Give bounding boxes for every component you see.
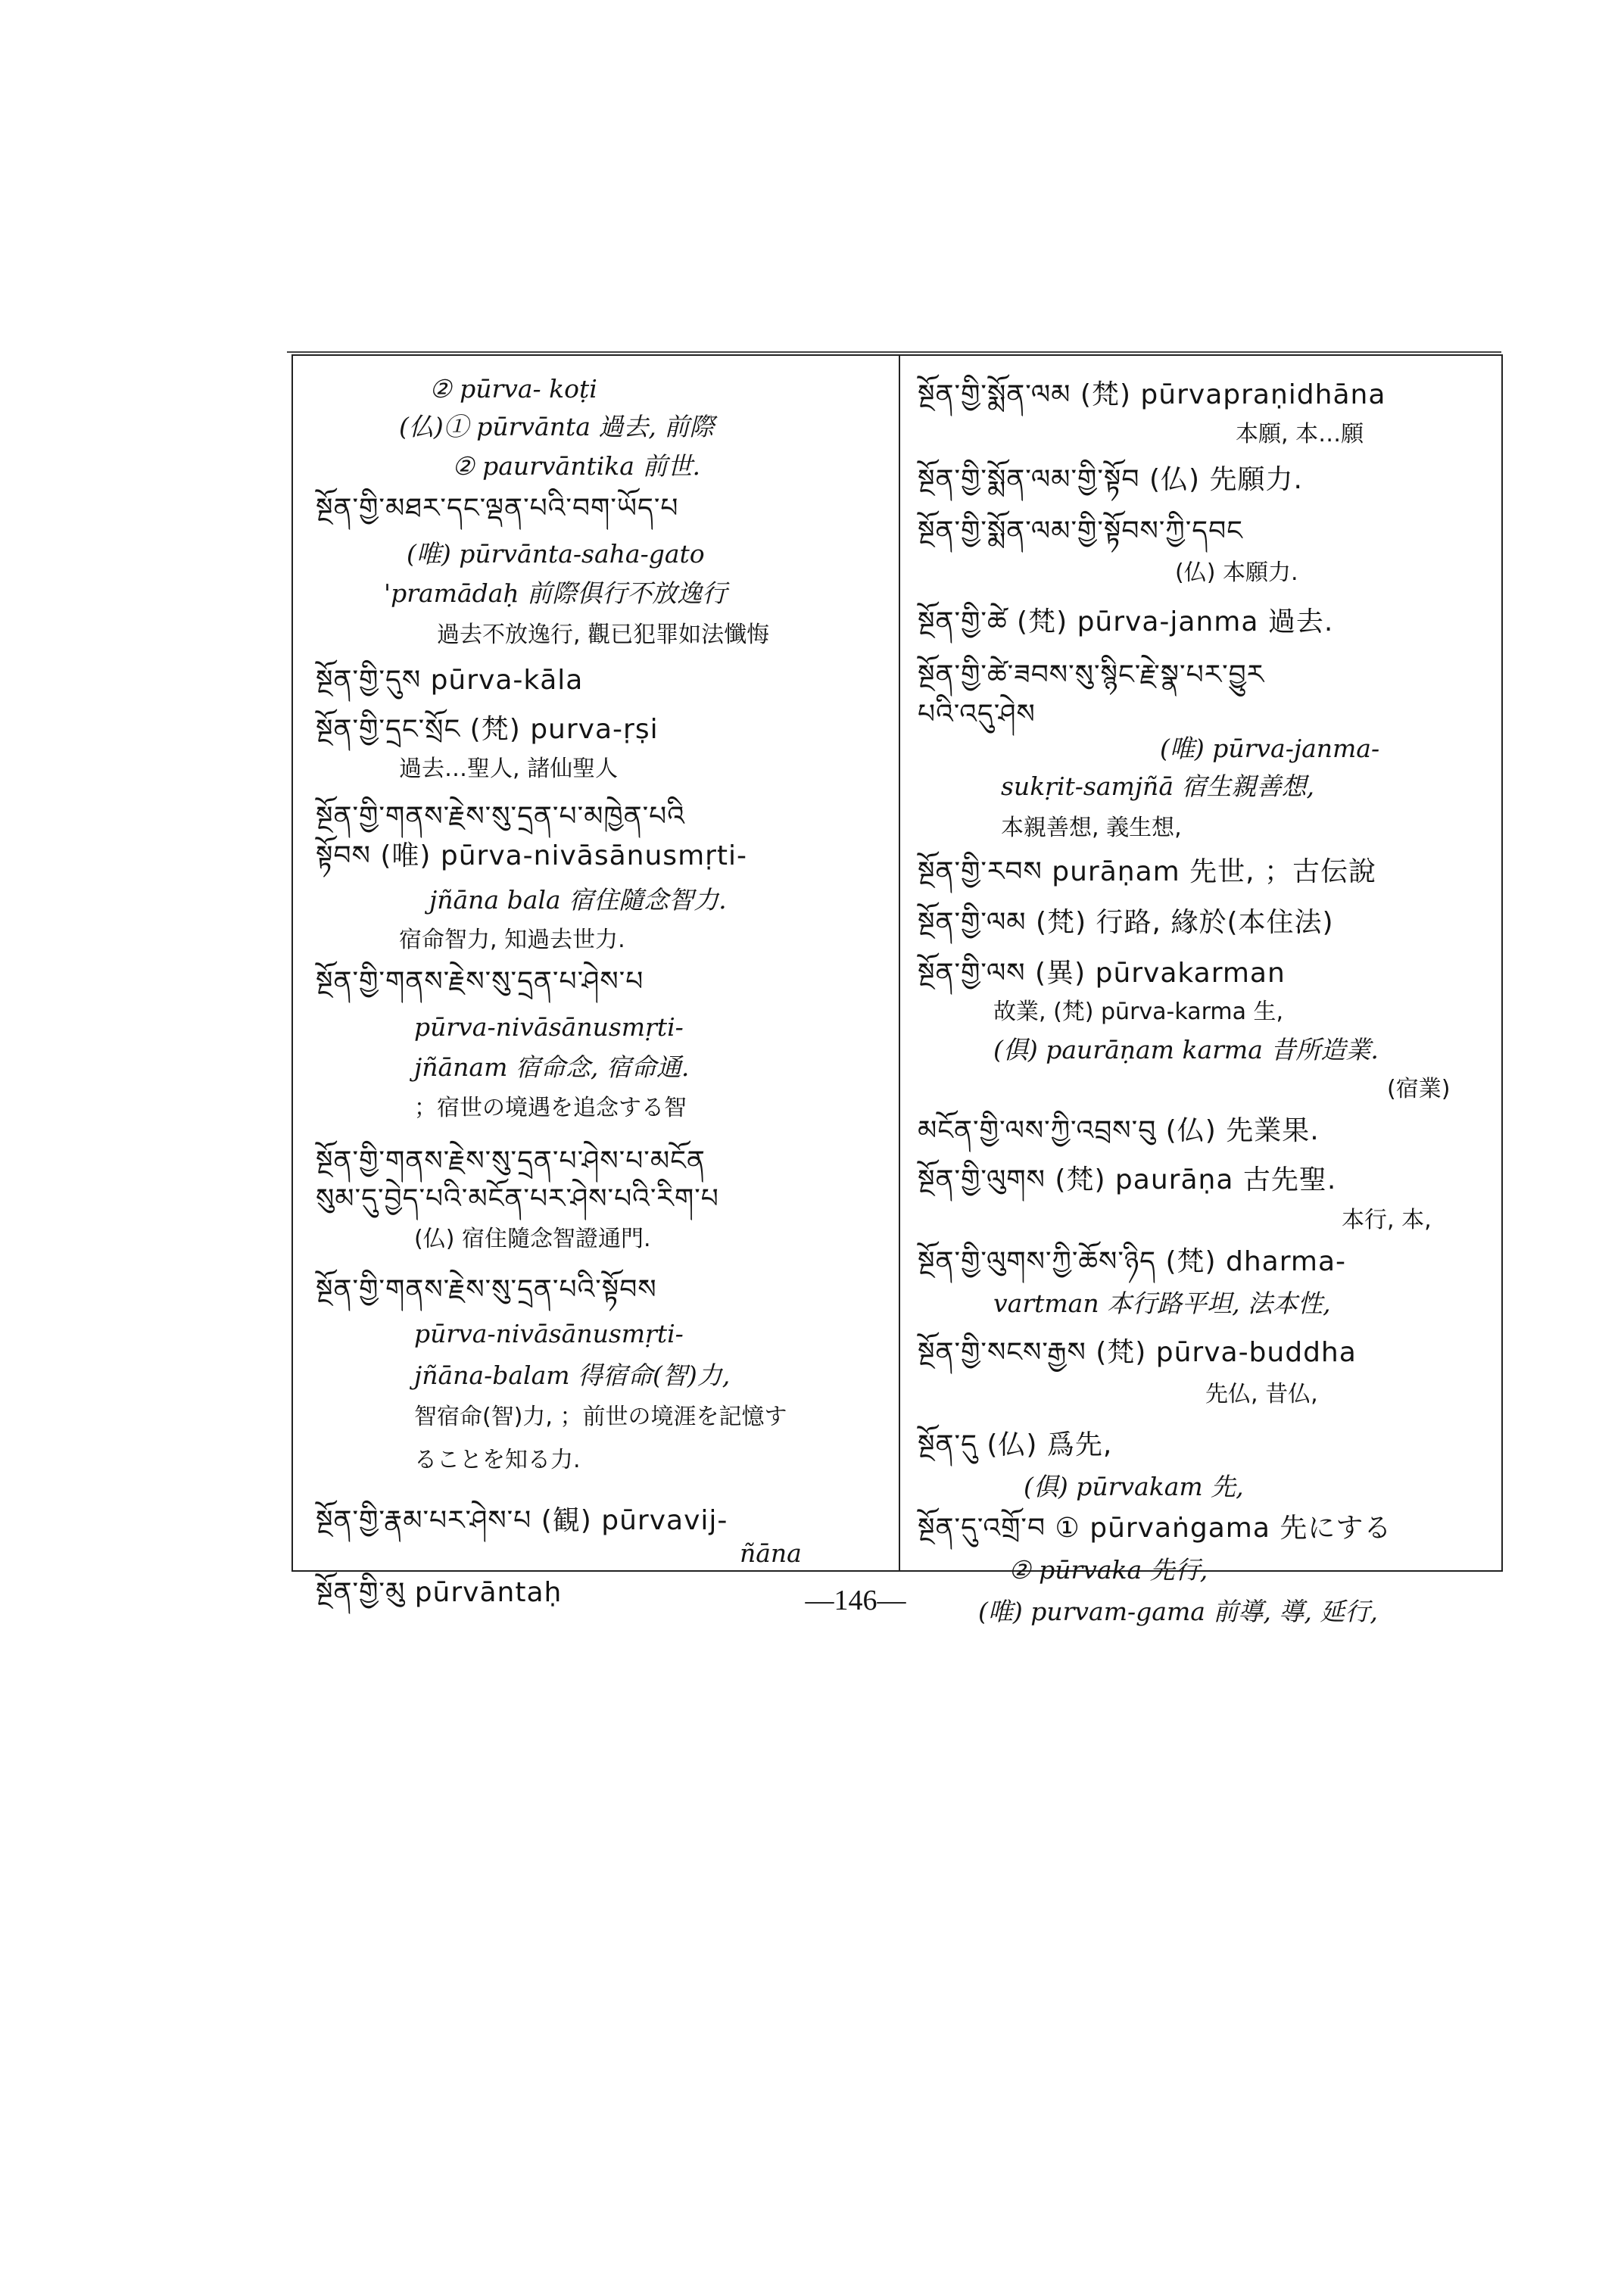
left-entry-line: jñānam 宿命念, 宿命通. <box>414 1052 690 1082</box>
right-entry-line: སྔོན་གྱི་སྨོན་ལམ (梵) pūrvapraṇidhāna <box>918 379 1386 410</box>
left-entry-line: pūrva-nivāsānusmṛti- <box>414 1319 684 1348</box>
left-entry-line: 過去不放逸行, 觀已犯罪如法懺悔 <box>437 622 770 648</box>
left-entry-line: 宿命智力, 知過去世力. <box>399 927 625 953</box>
right-entry-line: པའི་འདུ་ཤེས <box>918 699 1036 730</box>
right-entry-line: ② pūrvaka 先行, <box>1008 1555 1208 1585</box>
right-entry-line: (俱) paurāṇam karma 昔所造業. <box>993 1035 1379 1064</box>
right-entry-line: (宿業) <box>1387 1076 1451 1102</box>
left-entry-line: 過去…聖人, 諸仙聖人 <box>399 756 619 782</box>
right-entry-line: སྔོན་དུ་འགྲོ་བ ① pūrvaṅgama 先にする <box>918 1513 1392 1544</box>
left-entry-line: སྔོན་གྱི་དུས pūrva-kāla <box>316 665 584 696</box>
right-entry-line: སྔོན་གྱི་རབས purāṇam 先世, ；古伝說 <box>918 856 1377 887</box>
right-entry-line: (俱) pūrvakam 先, <box>1024 1472 1244 1501</box>
right-entry-line: 本願, 本…願 <box>1236 421 1364 447</box>
left-entry-line: jñāna bala 宿住隨念智力. <box>429 885 727 915</box>
right-entry-line: (唯) purvam-gama 前導, 導, 延行, <box>978 1597 1378 1626</box>
right-entry-line: སྔོན་གྱི་ཚེ (梵) pūrva-janma 過去. <box>918 606 1334 637</box>
right-entry-line: སྔོན་དུ (仏) 爲先, <box>918 1429 1113 1460</box>
left-entry-line: ñāna <box>740 1538 802 1568</box>
left-entry-line: ② paurvāntika 前世. <box>452 451 700 481</box>
left-entry-line: སྟོབས (唯) pūrva-nivāsānusmṛti- <box>316 840 748 871</box>
right-entry-line: 故業, (梵) pūrva-karma 生, <box>993 999 1284 1025</box>
right-entry-line: མངོན་གྱི་ལས་ཀྱི་འབྲས་བུ (仏) 先業果. <box>918 1115 1320 1146</box>
left-entry-line: སྔོན་གྱི་དྲང་སྲོང (梵) purva-ṛṣi <box>316 714 659 745</box>
left-entry-line: སྔོན་གྱི་རྣམ་པར་ཤེས་པ (観) pūrvavij- <box>316 1505 728 1536</box>
left-entry-line: སྔོན་གྱི་གནས་རྗེས་སུ་དྲན་པའི་སྟོབས <box>316 1274 657 1305</box>
left-entry-line: སུམ་དུ་བྱེད་པའི་མངོན་པར་ཤེས་པའི་རིག་པ <box>316 1183 719 1214</box>
left-entry-line: སྔོན་གྱི་གནས་རྗེས་སུ་དྲན་པ་ཤེས་པ་མངོན <box>316 1145 706 1177</box>
left-entry-line: ；宿世の境遇を追念する智 <box>414 1095 687 1121</box>
left-entry-line: སྔོན་གྱི་མཐར་དང་ལྡན་པའི་བག་ཡོད་པ <box>316 493 679 524</box>
right-entry-line: (仏) 本願力. <box>1175 559 1298 586</box>
left-entry-line: སྔོན་གྱི་གནས་རྗེས་སུ་དྲན་པ་མཁྱེན་པའི <box>316 801 685 832</box>
right-entry-line: 本行, 本, <box>1342 1207 1432 1233</box>
left-entry-line: pūrva-nivāsānusmṛti- <box>414 1012 684 1042</box>
right-entry-line: (唯) pūrva-janma- <box>1160 734 1380 763</box>
right-column <box>918 366 1493 1626</box>
left-entry-line: སྔོན་གྱི་མུ pūrvāntaḥ <box>316 1577 563 1608</box>
left-entry-line: 智宿命(智)力, ；前世の境涯を記憶す <box>414 1404 787 1430</box>
right-entry-line: 先仏, 昔仏, <box>1205 1381 1318 1407</box>
right-entry-line: སྔོན་གྱི་ཚེ་ཟབས་སུ་སྙིང་རྗེ་སྣ་པར་བྱུར <box>918 659 1265 690</box>
left-entry-line: 'pramādaḥ 前際俱行不放逸行 <box>384 578 728 608</box>
left-entry-line: (唯) pūrvānta-saha-gato <box>407 539 705 569</box>
right-entry-line: སྔོན་གྱི་ལུགས་ཀྱི་ཆོས་ཉིད (梵) dharma- <box>918 1246 1347 1277</box>
left-entry-line: ることを知る力. <box>414 1447 581 1473</box>
right-entry-line: sukṛit-samjñā 宿生親善想, <box>1001 771 1314 801</box>
right-entry-line: སྔོན་གྱི་ལུགས (梵) paurāṇa 古先聖. <box>918 1164 1337 1195</box>
right-entry-line: སྔོན་གྱི་སངས་རྒྱས (梵) pūrva-buddha <box>918 1337 1357 1368</box>
right-entry-line: vartman 本行路平坦, 法本性, <box>993 1289 1331 1318</box>
right-entry-line: སྔོན་གྱི་ལམ (梵) 行路, 緣於(本住法) <box>918 907 1334 938</box>
column-divider <box>899 356 900 1570</box>
page-number: —146— <box>805 1585 906 1616</box>
right-entry-line: 本親善想, 義生想, <box>1001 815 1182 841</box>
left-entry-line: སྔོན་གྱི་གནས་རྗེས་སུ་དྲན་པ་ཤེས་པ <box>316 966 644 997</box>
left-entry-line: (仏) 宿住隨念智證通門. <box>414 1226 651 1252</box>
right-entry-line: སྔོན་གྱི་ལས (異) pūrvakarman <box>918 958 1286 989</box>
left-entry-line: ② pūrva- koṭi <box>429 374 597 404</box>
right-entry-line: སྔོན་གྱི་སྨོན་ལམ་གྱི་སྟོབ (仏) 先願力. <box>918 464 1303 495</box>
left-entry-line: jñāna-balam 得宿命(智)力, <box>414 1361 731 1390</box>
left-entry-line: (仏)① pūrvānta 過去, 前際 <box>399 412 715 441</box>
right-entry-line: སྔོན་གྱི་སྨོན་ལམ་གྱི་སྟོབས་ཀྱི་དབང <box>918 516 1243 547</box>
